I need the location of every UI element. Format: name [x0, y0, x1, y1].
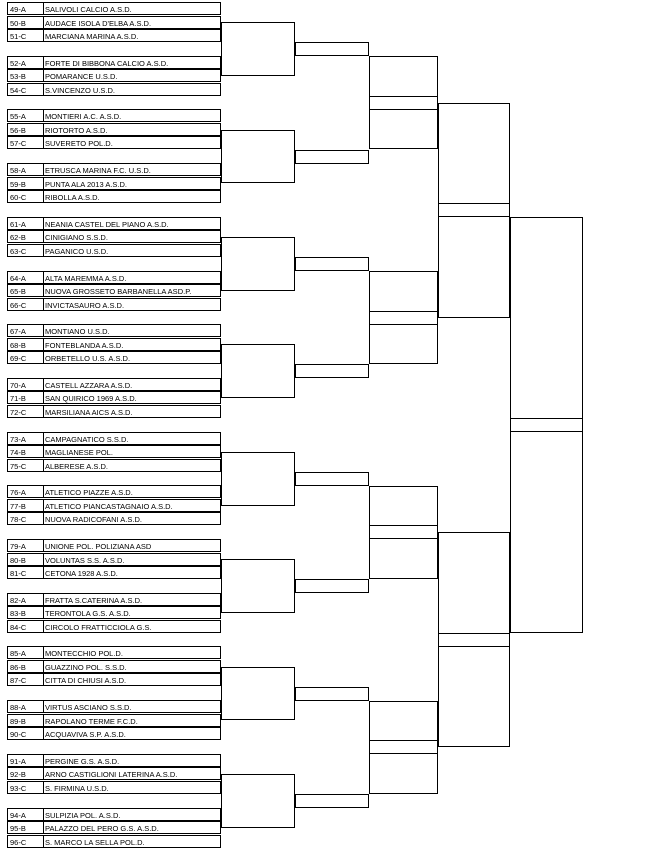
team-name: NUOVA GROSSETO BARBANELLA ASD.P. — [45, 287, 192, 296]
team-row — [7, 821, 221, 834]
team-name: ATLETICO PIAZZE A.S.D. — [45, 488, 133, 498]
team-name: NEANIA CASTEL DEL PIANO A.S.D. — [45, 219, 169, 229]
team-row — [7, 284, 221, 297]
team-name: TERONTOLA G.S. A.S.D. — [45, 609, 131, 619]
team-code: 57-C — [10, 139, 27, 149]
bracket-round1-box — [221, 667, 295, 721]
team-code: 53-B — [10, 72, 26, 82]
team-row — [7, 767, 221, 780]
team-row — [7, 606, 221, 619]
team-name: MARCIANA MARINA A.S.D. — [45, 32, 139, 41]
bracket-round2-winner-slot — [369, 525, 438, 539]
team-name: FONTEBLANDA A.S.D. — [45, 340, 124, 350]
team-row — [7, 405, 221, 418]
team-code: 66-C — [10, 300, 27, 310]
team-row — [7, 217, 221, 230]
team-row — [7, 123, 221, 136]
team-name: ATLETICO PIANCASTAGNAIO A.S.D. — [45, 501, 173, 511]
team-row — [7, 485, 221, 498]
bracket-round2-winner-slot — [369, 740, 438, 754]
team-row — [7, 244, 221, 257]
team-row — [7, 727, 221, 740]
team-name: S. MARCO LA SELLA POL.D. — [45, 837, 145, 847]
team-code: 96-C — [10, 837, 27, 847]
bracket-round1-winner-slot — [295, 579, 369, 593]
team-name: RIBOLLA A.S.D. — [45, 193, 100, 203]
team-name: SUVERETO POL.D. — [45, 139, 113, 149]
team-name: MONTECCHIO POL.D. — [45, 649, 123, 659]
team-row — [7, 298, 221, 311]
team-code: 67-A — [10, 327, 26, 337]
team-row — [7, 459, 221, 472]
team-code: 78-C — [10, 515, 27, 525]
team-code: 91-A — [10, 756, 26, 766]
team-row — [7, 230, 221, 243]
bracket-round1-box — [221, 22, 295, 76]
team-row — [7, 700, 221, 713]
team-name: PALAZZO DEL PERO G.S. A.S.D. — [45, 824, 159, 833]
team-code: 64-A — [10, 273, 26, 283]
bracket-round3-winner-slot — [438, 203, 510, 217]
team-code: 85-A — [10, 649, 26, 659]
team-name: RAPOLANO TERME F.C.D. — [45, 716, 138, 726]
team-name: INVICTASAURO A.S.D. — [45, 300, 125, 310]
team-name: CASTELL AZZARA A.S.D. — [45, 380, 133, 390]
team-row — [7, 754, 221, 767]
team-row — [7, 109, 221, 122]
team-row — [7, 2, 221, 15]
bracket-round1-box — [221, 237, 295, 291]
team-code: 63-C — [10, 246, 27, 256]
bracket-round3-winner-slot — [438, 633, 510, 647]
team-name: MARSILIANA AICS A.S.D. — [45, 407, 133, 417]
team-row — [7, 808, 221, 821]
team-code: 52-A — [10, 58, 26, 68]
bracket-round1-box — [221, 559, 295, 613]
team-code: 74-B — [10, 448, 26, 458]
team-row — [7, 781, 221, 794]
team-code: 80-B — [10, 555, 26, 565]
team-name: CINIGIANO S.S.D. — [45, 233, 108, 243]
team-name: PUNTA ALA 2013 A.S.D. — [45, 179, 127, 189]
bracket-round1-winner-slot — [295, 257, 369, 271]
team-code: 54-C — [10, 85, 27, 95]
team-row — [7, 83, 221, 96]
bracket-round1-winner-slot — [295, 794, 369, 808]
team-name: PAGANICO U.S.D. — [45, 246, 109, 256]
bracket-final-winner-slot — [510, 418, 583, 432]
team-code: 92-B — [10, 770, 26, 780]
team-row — [7, 835, 221, 848]
bracket-round1-box — [221, 130, 295, 184]
team-row — [7, 553, 221, 566]
team-name: ETRUSCA MARINA F.C. U.S.D. — [45, 166, 151, 176]
team-name: CAMPAGNATICO S.S.D. — [45, 434, 129, 444]
team-code: 68-B — [10, 340, 26, 350]
team-code: 65-B — [10, 287, 26, 296]
team-code: 76-A — [10, 488, 26, 498]
team-row — [7, 445, 221, 458]
team-code: 72-C — [10, 407, 27, 417]
team-name: S.VINCENZO U.S.D. — [45, 85, 116, 95]
team-name: ORBETELLO U.S. A.S.D. — [45, 354, 131, 364]
team-row — [7, 338, 221, 351]
team-row — [7, 136, 221, 149]
team-row — [7, 673, 221, 686]
team-name: AUDACE ISOLA D'ELBA A.S.D. — [45, 18, 152, 28]
bracket-round2-winner-slot — [369, 96, 438, 110]
team-code: 90-C — [10, 730, 27, 740]
team-code: 58-A — [10, 166, 26, 176]
team-code: 82-A — [10, 595, 26, 605]
team-code: 70-A — [10, 380, 26, 390]
team-name: S. FIRMINA U.S.D. — [45, 783, 109, 793]
bracket-round1-winner-slot — [295, 42, 369, 56]
team-code: 69-C — [10, 354, 27, 364]
team-code: 88-A — [10, 703, 26, 713]
team-name: PERGINE G.S. A.S.D. — [45, 756, 120, 766]
bracket-round2-winner-slot — [369, 311, 438, 325]
team-row — [7, 646, 221, 659]
team-code: 86-B — [10, 662, 26, 672]
team-name: MONTIERI A.C. A.S.D. — [45, 112, 122, 122]
team-row — [7, 539, 221, 552]
team-name: UNIONE POL. POLIZIANA ASD — [45, 542, 152, 551]
team-name: CIRCOLO FRATTICCIOLA G.S. — [45, 622, 152, 632]
team-row — [7, 566, 221, 579]
team-code: 51-C — [10, 32, 27, 41]
team-row — [7, 432, 221, 445]
team-code: 62-B — [10, 233, 26, 243]
team-name: CETONA 1928 A.S.D. — [45, 569, 118, 578]
team-code: 81-C — [10, 569, 27, 578]
team-row — [7, 190, 221, 203]
team-row — [7, 512, 221, 525]
team-code: 56-B — [10, 125, 26, 135]
team-row — [7, 29, 221, 42]
team-name: ALBERESE A.S.D. — [45, 461, 108, 471]
bracket-round1-box — [221, 452, 295, 506]
team-name: MONTIANO U.S.D. — [45, 327, 110, 337]
team-code: 87-C — [10, 676, 27, 686]
team-name: FORTE DI BIBBONA CALCIO A.S.D. — [45, 58, 169, 68]
team-name: CITTA DI CHIUSI A.S.D. — [45, 676, 127, 686]
team-row — [7, 69, 221, 82]
team-row — [7, 177, 221, 190]
team-code: 94-A — [10, 810, 26, 820]
team-code: 61-A — [10, 219, 26, 229]
team-code: 79-A — [10, 542, 26, 551]
team-name: MAGLIANESE POL. — [45, 448, 113, 458]
team-name: RIOTORTO A.S.D. — [45, 125, 108, 135]
team-code: 49-A — [10, 5, 26, 14]
team-name: VIRTUS ASCIANO S.S.D. — [45, 703, 132, 713]
team-name: VOLUNTAS S.S. A.S.D. — [45, 555, 125, 565]
team-row — [7, 16, 221, 29]
team-row — [7, 351, 221, 364]
team-row — [7, 324, 221, 337]
team-row — [7, 271, 221, 284]
team-row — [7, 56, 221, 69]
team-code: 83-B — [10, 609, 26, 619]
team-code: 73-A — [10, 434, 26, 444]
bracket-round1-winner-slot — [295, 687, 369, 701]
team-code: 71-B — [10, 394, 26, 404]
bracket-round1-box — [221, 774, 295, 828]
team-code: 59-B — [10, 179, 26, 189]
team-code: 55-A — [10, 112, 26, 122]
team-name: SALIVOLI CALCIO A.S.D. — [45, 5, 132, 14]
team-row — [7, 391, 221, 404]
team-row — [7, 714, 221, 727]
team-name: ALTA MAREMMA A.S.D. — [45, 273, 127, 283]
bracket-round1-box — [221, 344, 295, 398]
team-name: SAN QUIRICO 1969 A.S.D. — [45, 394, 137, 404]
team-row — [7, 620, 221, 633]
team-code: 60-C — [10, 193, 27, 203]
bracket-round1-winner-slot — [295, 472, 369, 486]
team-name: SULPIZIA POL. A.S.D. — [45, 810, 121, 820]
team-code: 89-B — [10, 716, 26, 726]
team-row — [7, 593, 221, 606]
team-row — [7, 378, 221, 391]
bracket-round1-winner-slot — [295, 364, 369, 378]
team-code: 50-B — [10, 18, 26, 28]
team-name: FRATTA S.CATERINA A.S.D. — [45, 595, 143, 605]
bracket-round1-winner-slot — [295, 150, 369, 164]
team-name: ACQUAVIVA S.P. A.S.D. — [45, 730, 126, 740]
team-row — [7, 660, 221, 673]
team-name: NUOVA RADICOFANI A.S.D. — [45, 515, 142, 525]
team-name: GUAZZINO POL. S.S.D. — [45, 662, 127, 672]
team-name: ARNO CASTIGLIONI LATERINA A.S.D. — [45, 770, 178, 780]
team-code: 95-B — [10, 824, 26, 833]
team-name: POMARANCE U.S.D. — [45, 72, 118, 82]
team-code: 77-B — [10, 501, 26, 511]
team-row — [7, 499, 221, 512]
team-code: 84-C — [10, 622, 27, 632]
team-code: 75-C — [10, 461, 27, 471]
team-code: 93-C — [10, 783, 27, 793]
team-row — [7, 163, 221, 176]
